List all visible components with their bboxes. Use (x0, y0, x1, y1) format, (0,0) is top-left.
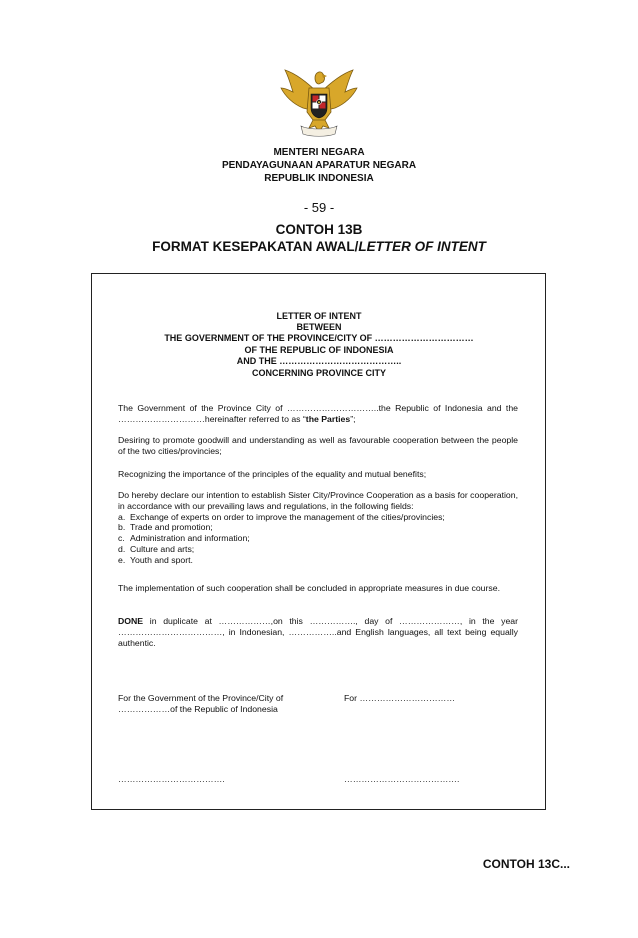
done-term: DONE (118, 616, 144, 626)
field-mark: a. (118, 511, 126, 522)
field-item (118, 544, 518, 555)
page-number: - 59 - (303, 200, 335, 215)
field-text: Administration and information; (130, 533, 250, 544)
paragraph-implementation: The implementation of such cooperation shall be concluded in appropriate measures in due course. (118, 583, 500, 593)
loi-heading-4: OF THE REPUBLIC OF INDONESIA (244, 345, 394, 355)
format-title-plain: FORMAT KESEPAKATAN AWAL/ (152, 239, 359, 254)
paragraph-done-rest: in duplicate at ………………,on this ……………., day of …………………, in the year ………………………………, in Indonesian, ……………..and English languages, all text being equally authentic. (118, 616, 518, 648)
loi-heading-2: BETWEEN (296, 322, 342, 332)
loi-heading-5: AND THE ………………………………….. (236, 356, 402, 366)
loi-heading-3: THE GOVERNMENT OF THE PROVINCE/CITY OF …………………………… (164, 333, 474, 343)
signature-right-label: For …………………………… (344, 693, 456, 703)
signature-line-right: …………………………………. (344, 774, 460, 784)
ministry-line-3: REPUBLIK INDONESIA (264, 173, 374, 184)
example-code: CONTOH 13B (275, 222, 363, 237)
parties-term: the Parties (305, 413, 351, 424)
loi-heading-1: LETTER OF INTENT (276, 311, 362, 321)
paragraph-parties (118, 403, 518, 425)
signature-left-label-1: For the Government of the Province/City of (118, 693, 284, 703)
field-text: Trade and promotion; (130, 522, 213, 533)
format-title-italic: LETTER OF INTENT (358, 239, 486, 254)
field-text: Culture and arts; (130, 543, 195, 554)
ministry-line-2: PENDAYAGUNAAN APARATUR NEGARA (221, 160, 417, 171)
field-mark: d. (118, 543, 126, 554)
field-item (118, 512, 518, 523)
paragraph-declare-text: Do hereby declare our intention to establish Sister City/Province Cooperation as a basis for cooperation, in accordance with our prevailing laws and regulations, in the following fields: (118, 490, 518, 511)
paragraph-desiring: Desiring to promote goodwill and understanding as well as favourable cooperation between the people of the two cities/provincies; (118, 435, 518, 456)
field-text: Youth and sport. (130, 554, 193, 565)
paragraph-parties-b: ”; (350, 413, 356, 424)
field-item (118, 533, 518, 544)
next-example-label: CONTOH 13C... (482, 857, 570, 871)
field-item (118, 522, 518, 533)
paragraph-done (118, 616, 518, 648)
field-mark: e. (118, 554, 126, 565)
paragraph-declare (118, 490, 518, 566)
paragraph-parties-a: The Government of the Province City of …………………………..the Republic of Indonesia and the …………………………hereinafter referred to as “ (118, 403, 518, 424)
field-text: Exchange of experts on order to improve the management of the cities/provincies; (130, 511, 445, 522)
garuda-emblem-icon (279, 64, 359, 138)
format-title (0, 239, 638, 254)
field-mark: c. (118, 533, 125, 544)
field-mark: b. (118, 522, 126, 533)
field-item (118, 555, 518, 566)
paragraph-recognizing: Recognizing the importance of the principles of the equality and mutual benefits; (118, 469, 427, 479)
loi-heading-6: CONCERNING PROVINCE CITY (251, 368, 386, 378)
ministry-line-1: MENTERI NEGARA (273, 147, 365, 158)
signature-left-label-2: ………………of the Republic of Indonesia (118, 704, 278, 714)
signature-line-left: ………………………………. (118, 774, 225, 784)
